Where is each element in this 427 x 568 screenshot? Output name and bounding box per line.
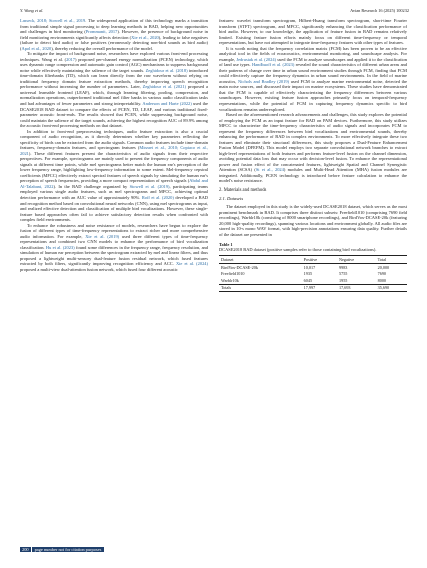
citation-link[interactable]: Anderson and Harte (2022) <box>142 100 192 106</box>
citation-link[interactable]: Zeghidour et al. (2018) <box>145 67 188 73</box>
citation-link[interactable]: Nichols and Bradley (2019) <box>238 78 290 84</box>
cell: 17,693 <box>337 284 376 292</box>
cell: 10,017 <box>303 264 316 270</box>
table-total-row <box>219 284 407 292</box>
cell: BirdVox-DCASE-20k <box>221 264 258 270</box>
citation-link[interactable]: Prommanit, 2017 <box>85 29 118 35</box>
header-dataset: Dataset <box>219 255 302 264</box>
cell: 5755 <box>339 271 348 277</box>
header-total: Total <box>376 255 407 264</box>
cell: 8000 <box>377 277 386 283</box>
paragraph: To mitigate the impact of background noise, researchers have explored various front-end processing techniques. Wang et al. (2017) proposed per-channel energy normalization (PCEN) technology, which uses dynamic range compression and automatic gain control (AGC) mechanisms to suppress background noise while effectively maintaining the salience of the target sounds. Zeghidour et al. (2018) introduced time-domain filterbanks (TD), which can learn directly from the raw waveform without relying on traditional frequency domain feature extraction methods, thereby improving speech recognition performance without increasing the number of parameters. Later, Zeghidour et al. (2021) proposed a universal learnable frontend (LEAF), which, through learning filtering, pooling, compression, and normalization operations, outperformed traditional mel filter banks in various audio classification tasks and had advantages of fewer parameters and strong interpretability. Anderson and Harte (2022) used the DCASE2018 BAD dataset to compare the effects of PCEN, TD, LEAF, and various traditional fixed-parameter acoustic front-ends. The results showed that PCEN, while suppressing background noise, could maintain the salience of the target sounds, achieving the highest recognition AUC of 89.9% among the acoustic front-end processing methods on that dataset. <box>20 51 208 129</box>
citation-link[interactable]: Zeghidour et al. (2021) <box>142 84 187 90</box>
citation-link[interactable]: Xie et al., 2020 <box>131 34 159 40</box>
cell: 1935 <box>303 271 313 277</box>
dataset-table <box>219 255 407 293</box>
paragraph: It is worth noting that the frequency correlation matrix (FCM) has been proven to be an effective analytical tool in the fields of ecoacoustics, environmental monitoring, and soundscape analysis. For example, Jedrusiak et al. (2024) used the FCM to analyze soundscapes and applied it to the classification of land use types. Handbuoff et al. (2023) revealed the sound characteristics of different urban areas and their patterns of change over time in urban sound environment studies through FCM, finding that FCM could effectively capture the frequency dynamics in urban sound environments. In the field of marine acoustics, Nichols and Bradley (2019) used FCM to analyze marine environmental noise, detected the main noise sources, and discussed their impact on marine ecosystems. These studies have demonstrated that the FCM is capable of effectively characterizing the frequency differences between various soundscapes. However, existing feature fusion approaches primarily focus on temporal-frequency representations, while the potential of FCM in capturing frequency dynamics specific to bird vocalizations remains underexplored. <box>219 45 407 112</box>
citation-link[interactable]: Apol et al., 2020 <box>21 45 52 51</box>
citation-link[interactable]: Stowell et al. (2019) <box>129 183 170 189</box>
table-row <box>219 277 407 284</box>
footer-note: page number not for citation purposes <box>32 547 105 552</box>
header-positive: Positive <box>302 255 337 264</box>
table-header-row <box>219 255 407 264</box>
citation-link[interactable]: Xie et al. (2024) <box>175 261 208 267</box>
cell: 20,000 <box>377 264 390 270</box>
page-number: 200 <box>22 547 29 552</box>
table-row <box>219 264 407 271</box>
cell: Totals <box>219 284 302 292</box>
left-column <box>20 18 208 272</box>
paragraph: The dataset employed in this study is the widely-used DCASE2018 dataset, which serves as the most prominent benchmark in BAD. It comprises three distinct subsets: Freefield1010 (comprising 7690 field recordings), Warblr10k (consisting of 8000 smartphone recordings), and BirdVox-DCASE-20k (featuring 20,000 high-quality recordings), spanning various locations and environment globally. All audio files are stored in 10-s mono WAV format, with high-precision annotations ensuring data quality. Further details of the dataset are presented in <box>219 204 407 237</box>
cell: 6045 <box>303 277 313 283</box>
section-heading-materials: 2. Materials and methods <box>219 187 267 193</box>
citation-link[interactable]: 2017 <box>66 56 76 62</box>
cell: 17,997 <box>302 284 337 292</box>
citation-link[interactable]: Roff et al. (2020) <box>141 195 174 200</box>
citation-link[interactable]: Abdul and Al-Talabani, 2022 <box>20 178 208 189</box>
citation-link[interactable]: Jedrusiak et al. (2024) <box>236 56 277 62</box>
cell: 1955 <box>339 277 348 283</box>
cell: 35,690 <box>376 284 407 292</box>
table-label: Table 1 <box>219 242 233 248</box>
running-journal: Avian Research 16 (2025) 100232 <box>350 8 409 13</box>
datasets-paragraph <box>219 204 407 237</box>
running-authors: Y. Wang et al. <box>20 8 44 13</box>
paragraph: Based on the aforementioned research advancements and challenges, this study explores the potential of employing the FCM as an input feature for BAD on PAM devices. Furthermore, this study utilizes MFCC to characterize the time-frequency characteristics of audio signals and incorporates FCM to represent the frequency differences between bird vocalizations and environmental sounds, thereby enhancing the performance of BAD in complex environments. To more effectively integrate these two features and eliminate their structural differences, this study proposes a Dual-Feature Enhancement Fusion Model (DFEFM). This model employs two separate convolutional network branches to extract high-level representations of both features and performs feature-level fusion on the channel dimension, avoiding potential data loss that may occur with decision-level fusion. To enhance the representational power and fusion effect of the concatenated features, lightweight Spatial and Channel Synergistic Attention (SCSA) (Si et al., 2024) modules and Multi-Head Attention (MHA) fusion modules are integrated. Additionally, PCEN technology is introduced before feature calculation to enhance the model's noise resistance. <box>219 112 408 184</box>
page-header <box>20 8 409 17</box>
citation-link[interactable]: Handbuoff et al. (2023) <box>251 62 295 68</box>
cell: 9983 <box>339 264 348 270</box>
table-caption <box>219 242 407 252</box>
right-column <box>219 18 407 292</box>
paragraph: To enhance the robustness and noise resistance of models, researchers have begun to explore the fusion of different types of time-frequency representations to extract richer and more comprehensive audio information. For example, Xie et al. (2019) used three different types of time-frequency representations and combined two CNN models to enhance the performance of bird vocalization classification. Hu et al. (2023) found some differences in the frequency range, frequency resolution, and simulation of human ear perception between the spectrogram extracted by mel and linear filters, and thus proposed a lightweight multi-sensory dual-feature fusion residual network, which fused features extracted by both filters, significantly improving recognition efficiency and ACC. Xie et al. (2024) proposed a multi-view dual-attention fusion network, which fused four different acoustic <box>20 222 208 272</box>
citation-link[interactable]: Lasseck, 2018; Stowell et al., 2019 <box>20 18 86 23</box>
cell: Freefield1010 <box>221 271 245 277</box>
cell: Warblr10k <box>221 277 239 283</box>
subsection-heading-datasets: 2.1. Datasets <box>219 196 244 202</box>
citation-link[interactable]: Xie et al. (2019) <box>85 233 120 239</box>
paragraph: In addition to front-end preprocessing techniques, audio feature extraction is also a crucial component of audio recognition, as it directly determines whether key parameters reflecting the specificity of birds can be extracted from the audio signals. Common audio features include time-domain features, frequency-domain features, and spectrogram features (Mirzaei et al., 2010; Copiaco et al., 2021). These different features present the characteristics of audio signals from their respective perspectives. For example, spectrograms are mainly used to present the frequency components of audio signals at different time points, while mel spectrograms better match the human ear's perception of the lower frequency range, highlighting low-frequency information to some extent. Mel-frequency cepstral coefficients (MFCC) effectively extract spectral features of speech signals by simulating the human ear's perception of speech frequencies, providing a more compact representation of speech signals (Abdul and Al-Talabani, 2022). In the BAD challenge organized by Stowell et al. (2019), participating teams employed various single audio features, such as mel spectrograms and MFCC, achieving optimal detection performance with an AUC value of approximately 90%. Roff et al. (2020) developed a BAD and recognition method based on convolutional neural networks (CNN), using mel spectrograms as input, and realized effective detection and classification of multiple bird vocalizations. However, these single-feature based approaches often fail to achieve satisfactory detection results when confronted with complex field environments. <box>20 128 208 223</box>
paragraph: features: wavelet transform spectrogram, Hilbert-Huang transform spectrogram, short-time Fourier transform (STFT) spectrogram, and MFCC, significantly enhancing the classification performance of bird audio. However, to our knowledge, the application of feature fusion in BAD remains relatively limited. Existing feature fusion efforts mainly focus on different time-frequency or temporal representations, but have not attempted to integrate time-frequency features with other types of features. <box>219 18 407 46</box>
citation-link[interactable]: Si et al., 2024 <box>255 167 284 173</box>
header-negative: Negative <box>337 255 376 264</box>
paragraph: Lasseck, 2018; Stowell et al., 2019. The widespread application of this technology marks a transition from traditional simple signal processing to deep learning methods in BAD, helping new opportunities and challenges in bird monitoring (Prommanit, 2017). However, the presence of background noise in field monitoring environments significantly affects detection (Xie et al., 2020), leading to false negatives (failure to detect bird audio) or false positives (erroneously detecting non-bird sounds as bird audio) (Apol et al., 2020), thereby reducing the overall performance of the model. <box>20 18 208 51</box>
page-footer <box>20 547 104 555</box>
citation-link[interactable]: Mirzaei et al., 2010; Copiaco et al., 2021 <box>20 145 208 156</box>
cell: 7690 <box>377 271 386 277</box>
table-caption-text: DCASE2018 BAD dataset (positive samples refer to those containing bird vocalizations). <box>219 247 377 253</box>
intro-continued <box>219 18 407 184</box>
citation-link[interactable]: Hu et al. (2023) <box>45 244 75 250</box>
